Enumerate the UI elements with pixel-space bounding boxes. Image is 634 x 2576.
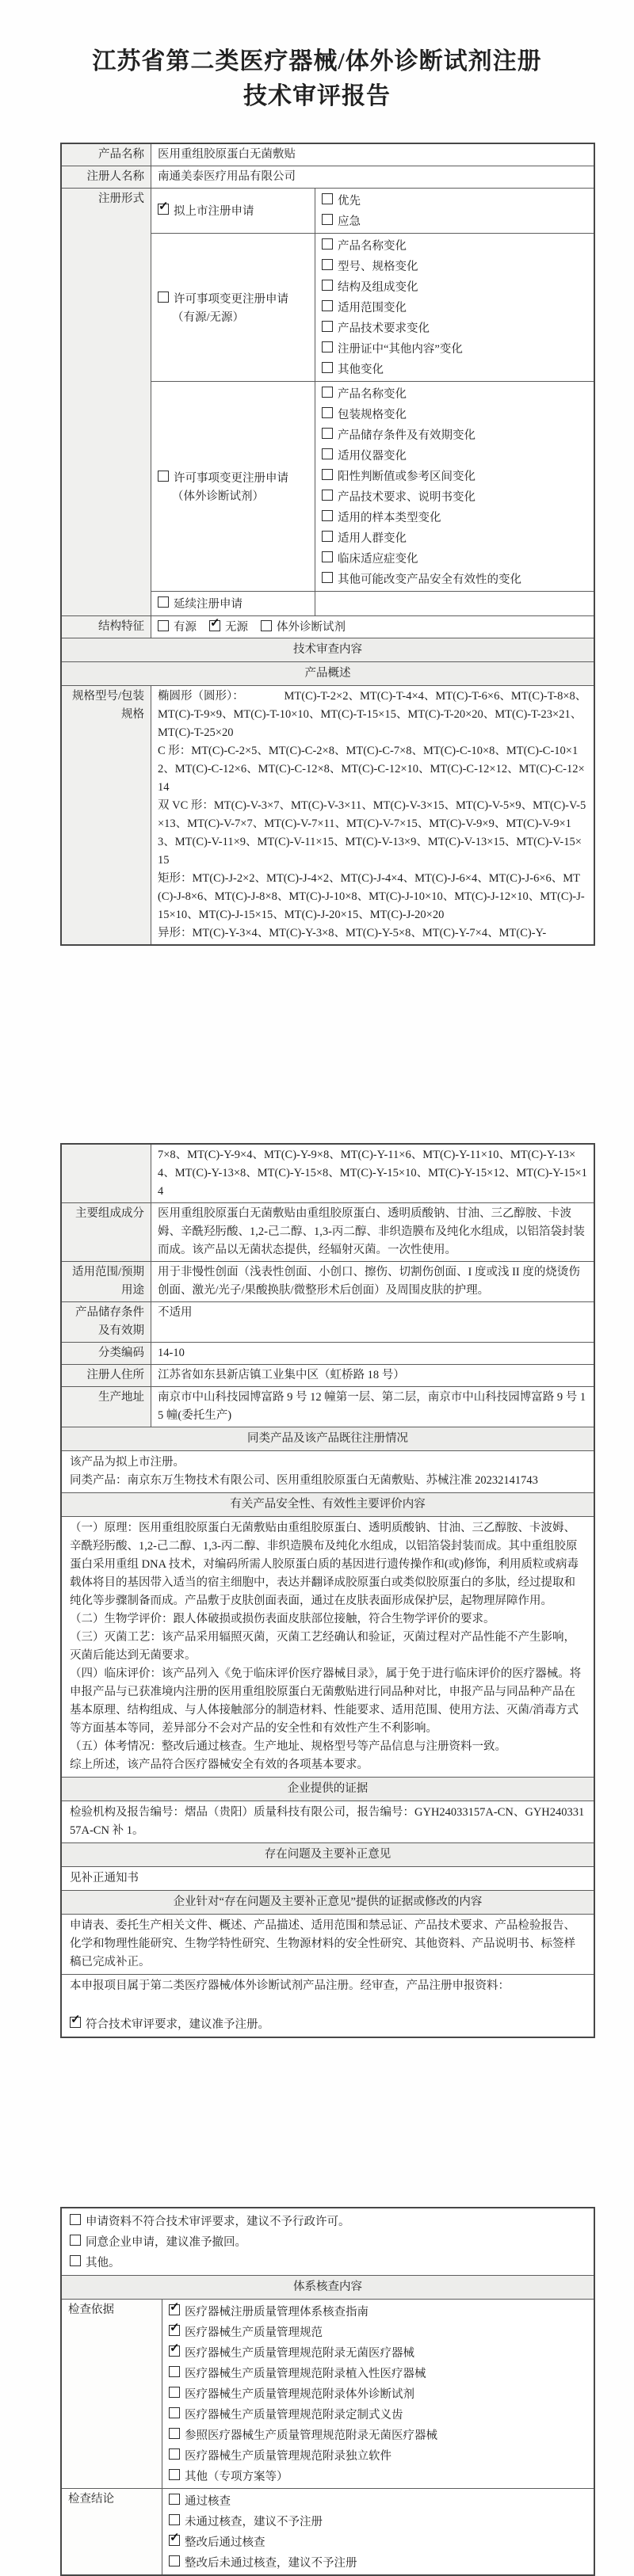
checkbox-unchecked[interactable] xyxy=(158,620,169,631)
paragraph-cell xyxy=(62,1801,594,1842)
checkbox-unchecked[interactable] xyxy=(322,280,333,291)
text-line: 不适用 xyxy=(158,1306,193,1319)
row-value xyxy=(151,1302,594,1342)
checkbox-label: 临床适应症变化 xyxy=(338,553,418,566)
registration-form-options xyxy=(315,592,594,615)
table-row xyxy=(62,1974,594,2037)
checkbox-label: 拟上市注册申请 xyxy=(174,205,254,218)
product-info-table xyxy=(60,143,595,946)
section-header: 存在问题及主要补正意见 xyxy=(62,1843,594,1866)
row-label: 产品储存条件及有效期 xyxy=(62,1302,151,1342)
text-line: （四）临床评价：该产品列入《免于临床评价医疗器械目录》，属于免于进行临床评价的医疗器械。将申报产品与已获准境内注册的医用重组胶原蛋白无菌敷贴进行同品种对比，申报产品与同品种产品在基本原理、结构组成、与人体接触部分的制造材料、性能要求、适用范围、使用方法、灭菌/消毒方式等方面基本等同，差异部分不会对产品的安全性和有效性产生不利影响。 xyxy=(70,1667,582,1735)
registration-form-type xyxy=(151,234,315,381)
checkbox-checked[interactable] xyxy=(209,620,220,631)
checkbox-unchecked[interactable] xyxy=(322,321,333,332)
checkbox-unchecked[interactable] xyxy=(322,387,333,398)
checkbox-label: 产品技术要求、说明书变化 xyxy=(338,491,476,504)
checkbox-option xyxy=(322,190,587,211)
checkbox-option xyxy=(70,2014,586,2034)
checkbox-label: 其他可能改变产品安全有效性的变化 xyxy=(338,574,521,586)
report-title-line1: 江苏省第二类医疗器械/体外诊断试剂注册 xyxy=(92,48,542,74)
row-label: 检查结论 xyxy=(62,2489,162,2574)
table-row xyxy=(62,1842,594,1866)
registration-form-subtype: （有源/无源） xyxy=(172,311,245,324)
registration-form-options xyxy=(315,382,594,591)
checkbox-label: 未通过核查，建议不予注册 xyxy=(185,2516,323,2528)
checkbox-unchecked[interactable] xyxy=(169,2366,180,2377)
paragraph-cell xyxy=(62,1867,594,1890)
text-line: 南通美泰医疗用品有限公司 xyxy=(158,170,296,183)
table-row xyxy=(62,144,594,166)
checkbox-unchecked[interactable] xyxy=(322,490,333,501)
checkbox-option xyxy=(322,256,587,276)
text-line xyxy=(70,1995,586,2014)
checkbox-option xyxy=(169,2342,587,2363)
text-line: （三）灭菌工艺：该产品采用辐照灭菌，灭菌工艺经确认和验证，灭菌过程对产品性能不产生影响，灭菌后能达到无菌要求。 xyxy=(70,1631,575,1662)
checkbox-checked[interactable] xyxy=(169,2535,180,2546)
row-label: 检查依据 xyxy=(62,2300,162,2488)
checkbox-label: 医疗器械生产质量管理规范附录体外诊断试剂 xyxy=(185,2388,414,2401)
checkbox-unchecked[interactable] xyxy=(322,214,333,225)
row-value xyxy=(151,144,594,166)
checkbox-checked[interactable] xyxy=(169,2345,180,2357)
checkbox-unchecked[interactable] xyxy=(322,238,333,250)
paragraph-cell xyxy=(62,1451,594,1492)
table-row xyxy=(62,1866,594,1890)
row-value xyxy=(151,1365,594,1386)
checkbox-label: 参照医疗器械生产质量管理规范附录无菌医疗器械 xyxy=(185,2429,437,2442)
row-value xyxy=(151,1262,594,1301)
checkbox-option xyxy=(158,621,197,634)
checkbox-option xyxy=(322,569,587,589)
table-row xyxy=(62,1261,594,1301)
checkbox-option xyxy=(322,445,587,466)
checkbox-option xyxy=(169,2425,587,2445)
table-row xyxy=(62,1914,594,1974)
row-label: 注册人名称 xyxy=(62,166,151,188)
checkbox-label: 产品技术要求变化 xyxy=(338,322,430,335)
checkbox-option xyxy=(70,2252,586,2273)
checkbox-label: 其他（专项方案等） xyxy=(185,2471,288,2483)
checkbox-checked[interactable] xyxy=(70,2017,81,2028)
checkbox-label: 医疗器械注册质量管理体系核查指南 xyxy=(185,2306,369,2319)
checkbox-label: 申请资料不符合技术审评要求，建议不予行政许可。 xyxy=(86,2216,350,2228)
checkbox-label: 阳性判断值或参考区间变化 xyxy=(338,471,476,483)
checkbox-label: 符合技术审评要求，建议准予注册。 xyxy=(86,2018,269,2031)
checkbox-option xyxy=(322,235,587,256)
table-row xyxy=(62,2299,594,2488)
checkbox-label: 适用仪器变化 xyxy=(338,450,407,463)
row-label: 分类编码 xyxy=(62,1343,151,1364)
checkbox-unchecked[interactable] xyxy=(322,259,333,270)
checkbox-unchecked[interactable] xyxy=(158,596,169,608)
section-header: 体系核查内容 xyxy=(62,2276,594,2299)
section-header: 技术审查内容 xyxy=(62,638,594,661)
registration-form-type xyxy=(151,592,315,615)
text-line: 综上所述，该产品符合医疗器械安全有效的各项基本要求。 xyxy=(70,1759,369,1771)
section-header: 产品概述 xyxy=(62,662,594,685)
table-row xyxy=(62,685,594,944)
checkbox-label: 包装规格变化 xyxy=(338,409,407,421)
checkbox-unchecked[interactable] xyxy=(169,2407,180,2418)
text-line: 江苏省如东县新店镇工业集中区（虹桥路 18 号） xyxy=(158,1369,405,1381)
checkbox-option xyxy=(169,2384,587,2404)
text-line: 见补正通知书 xyxy=(70,1872,139,1884)
review-content-table xyxy=(60,1143,595,2038)
row-value xyxy=(151,1343,594,1364)
text-line: 7×8、MT(C)-Y-9×4、MT(C)-Y-9×8、MT(C)-Y-11×6、MT(C)-Y-11×10、MT(C)-Y-13×4、MT(C)-Y-13×8、MT(C)-Y-15×8、MT(C)-Y-15×10、MT(C)-Y-15×12、MT(C)-Y-15×14 xyxy=(158,1149,587,1198)
paragraph-cell xyxy=(62,1517,594,1777)
checkbox-label: 许可事项变更注册申请 xyxy=(174,471,288,485)
checkbox-option xyxy=(169,2466,587,2486)
checkbox-label: 通过核查 xyxy=(185,2495,231,2508)
registration-form-group xyxy=(151,233,594,381)
row-value xyxy=(162,2489,594,2574)
checkbox-label: 适用范围变化 xyxy=(338,302,407,314)
checkbox-label: 产品储存条件及有效期变化 xyxy=(338,429,476,442)
checkbox-option xyxy=(322,359,587,379)
checkbox-option xyxy=(322,404,587,425)
registration-form-subtype: （体外诊断试剂） xyxy=(172,490,264,503)
text-line: 申请表、委托生产相关文件、概述、产品描述、适用范围和禁忌证、产品技术要求、产品检验报告、化学和物理性能研究、生物学特性研究、生物源材料的安全性研究、其他资料、产品说明书、标签样稿已完成补正。 xyxy=(70,1919,575,1968)
system-check-table xyxy=(60,2207,595,2576)
table-row xyxy=(62,1301,594,1342)
checkbox-label: 型号、规格变化 xyxy=(338,261,418,273)
text-line: 矩形：MT(C)-J-2×2、MT(C)-J-4×2、MT(C)-J-4×4、MT(C)-J-6×4、MT(C)-J-6×6、MT(C)-J-8×6、MT(C)-J-8×8、MT(C)-J-10×8、MT(C)-J-10×10、MT(C)-J-12×10、MT(C)-J-15×10、MT(C)-J-15×15、MT(C)-J-20×15、MT(C)-J-20×20 xyxy=(158,872,585,921)
checkbox-option xyxy=(169,2301,587,2322)
row-label: 结构特征 xyxy=(62,616,151,638)
checkbox-option xyxy=(322,338,587,359)
checkbox-option xyxy=(322,318,587,338)
text-line: （二）生物学评价：跟人体破损或损伤表面皮肤部位接触，符合生物学评价的要求。 xyxy=(70,1613,495,1625)
text-line: 14-10 xyxy=(158,1347,185,1359)
paragraph-cell xyxy=(62,1975,594,2037)
checkbox-option xyxy=(158,288,308,309)
checkbox-label: 无源 xyxy=(225,621,248,634)
table-row xyxy=(62,1801,594,1842)
table-row xyxy=(62,1145,594,1202)
checkbox-label: 产品名称变化 xyxy=(338,388,407,401)
row-label xyxy=(62,1145,151,1202)
row-value xyxy=(151,166,594,188)
checkbox-unchecked[interactable] xyxy=(261,620,272,631)
row-label: 注册人住所 xyxy=(62,1365,151,1386)
checkbox-option xyxy=(70,2231,586,2252)
registration-form-group xyxy=(151,591,594,615)
checkbox-label: 医疗器械生产质量管理规范附录独立软件 xyxy=(185,2450,391,2463)
text-line: 用于非慢性创面（浅表性创面、小创口、擦伤、切割伤创面、I 度或浅 II 度的烧烫伤创面、激光/光子/果酸换肤/微整形术后创面）及周围皮肤的护理。 xyxy=(158,1266,580,1297)
checkbox-unchecked[interactable] xyxy=(169,2469,180,2480)
checkbox-option xyxy=(169,2322,587,2342)
checkbox-label: 许可事项变更注册申请 xyxy=(174,292,288,306)
checkbox-unchecked[interactable] xyxy=(322,341,333,352)
checkbox-unchecked[interactable] xyxy=(70,2255,81,2266)
checkbox-unchecked[interactable] xyxy=(322,300,333,311)
checkbox-option xyxy=(322,297,587,318)
row-label: 生产地址 xyxy=(62,1387,151,1427)
table-row xyxy=(62,1427,594,1450)
checkbox-option xyxy=(169,2445,587,2466)
registration-form-options xyxy=(315,189,594,233)
checkbox-option xyxy=(322,276,587,297)
checkbox-unchecked[interactable] xyxy=(158,292,169,303)
row-label: 规格型号/包装规格 xyxy=(62,686,151,944)
checkbox-option xyxy=(169,2490,587,2511)
row-value xyxy=(151,1203,594,1261)
checkbox-label: 适用人群变化 xyxy=(338,532,407,545)
checkbox-unchecked[interactable] xyxy=(169,2514,180,2525)
row-value xyxy=(151,616,594,638)
table-row xyxy=(62,1516,594,1777)
section-header: 企业提供的证据 xyxy=(62,1778,594,1801)
table-row xyxy=(62,2208,594,2275)
row-value xyxy=(151,1387,594,1427)
checkbox-unchecked[interactable] xyxy=(169,2494,180,2505)
checkbox-unchecked[interactable] xyxy=(322,551,333,562)
row-value xyxy=(151,1145,594,1202)
checkbox-option xyxy=(158,467,308,488)
checkbox-label: 产品名称变化 xyxy=(338,240,407,253)
checkbox-label: 医疗器械生产质量管理规范附录定制式义齿 xyxy=(185,2409,403,2422)
checkbox-option xyxy=(322,383,587,404)
checkbox-unchecked[interactable] xyxy=(322,428,333,439)
checkbox-unchecked[interactable] xyxy=(322,469,333,480)
table-row xyxy=(62,2275,594,2299)
checkbox-label: 整改后通过核查 xyxy=(185,2536,265,2549)
checkbox-option xyxy=(209,621,248,634)
table-row xyxy=(62,1342,594,1364)
text-line: 医用重组胶原蛋白无菌敷贴 xyxy=(158,148,296,161)
checkbox-option xyxy=(169,2532,587,2552)
checkbox-checked[interactable] xyxy=(169,2304,180,2315)
table-row xyxy=(62,1777,594,1801)
checkbox-option xyxy=(261,621,346,634)
checkbox-option xyxy=(322,466,587,486)
checkbox-label: 医疗器械生产质量管理规范附录无菌医疗器械 xyxy=(185,2347,414,2360)
text-line: 同类产品：南京东万生物技术有限公司、医用重组胶原蛋白无菌敷贴、苏械注准 20232141743 xyxy=(70,1474,538,1487)
paragraph-cell xyxy=(62,1915,594,1974)
checkbox-label: 注册证中“其他内容”变化 xyxy=(338,343,463,356)
text-line: 南京市中山科技园博富路 9 号 12 幢第一层、第二层，南京市中山科技园博富路 9 号 15 幢(委托生产) xyxy=(158,1391,586,1422)
section-header: 有关产品安全性、有效性主要评价内容 xyxy=(62,1493,594,1516)
registration-form-group xyxy=(151,189,594,233)
text-line: 双 VC 形：MT(C)-V-3×7、MT(C)-V-3×11、MT(C)-V-3×15、MT(C)-V-5×9、MT(C)-V-5×13、MT(C)-V-7×7、MT(C)-V-7×11、MT(C)-V-7×15、MT(C)-V-9×9、MT(C)-V-9×13、MT(C)-V-11×9、MT(C)-V-11×15、MT(C)-V-13×9、MT(C)-V-13×15、MT(C)-V-15×15 xyxy=(158,799,586,867)
checkbox-option xyxy=(322,548,587,569)
checkbox-unchecked[interactable] xyxy=(322,572,333,583)
table-row xyxy=(62,1202,594,1261)
checkbox-label: 适用的样本类型变化 xyxy=(338,512,441,524)
checkbox-label: 其他。 xyxy=(86,2257,120,2269)
registration-form-type xyxy=(151,382,315,591)
text-line: （一）原理：医用重组胶原蛋白无菌敷贴由重组胶原蛋白、透明质酸钠、甘油、三乙醇胺、卡波姆、辛酰羟肟酸、1,2-己二醇、1,3-丙二醇、非织造膜布及纯化水组成，以铝箔袋封装而成。其中重组胶原蛋白采用重组 DNA 技术，对编码所需人胶原蛋白质的基因进行遗传操作和(或)修饰，利用质粒或病毒载体将目的基因带入适当的宿主细胞中，表达并翻译成胶原蛋白或类似胶原蛋白的多肽，经过提取和纯化等步骤制备而成。产品敷于皮肤创面表面，通过在皮肤表面形成保护层，起物理屏障作用。 xyxy=(70,1522,579,1607)
text-line: （五）体考情况：整改后通过核查。生产地址、规格型号等产品信息与注册资料一致。 xyxy=(70,1740,506,1753)
checkbox-unchecked[interactable] xyxy=(158,471,169,482)
paragraph-cell xyxy=(62,2208,594,2275)
text-line: 医用重组胶原蛋白无菌敷贴由重组胶原蛋白、透明质酸钠、甘油、三乙醇胺、卡波姆、辛酰羟肟酸、1,2-己二醇、1,3-丙二醇、非织造膜布及纯化水组成，以铝箔袋封装而成。该产品以无菌状态提供，经辐射灭菌。一次性使用。 xyxy=(158,1207,585,1256)
checkbox-unchecked[interactable] xyxy=(322,531,333,542)
row-value xyxy=(162,2300,594,2488)
checkbox-label: 体外诊断试剂 xyxy=(277,621,346,634)
checkbox-unchecked[interactable] xyxy=(322,448,333,459)
checkbox-option xyxy=(322,486,587,507)
table-row xyxy=(62,188,594,615)
checkbox-label: 应急 xyxy=(338,215,361,228)
table-row xyxy=(62,166,594,188)
row-label: 主要组成成分 xyxy=(62,1203,151,1261)
checkbox-label: 医疗器械生产质量管理规范附录植入性医疗器械 xyxy=(185,2368,426,2380)
table-row xyxy=(62,1450,594,1492)
checkbox-unchecked[interactable] xyxy=(322,193,333,204)
checkbox-checked[interactable] xyxy=(158,204,169,215)
checkbox-unchecked[interactable] xyxy=(169,2448,180,2460)
report-title xyxy=(0,44,634,114)
checkbox-unchecked[interactable] xyxy=(169,2428,180,2439)
checkbox-option xyxy=(169,2552,587,2573)
text-line: 本申报项目属于第二类医疗器械/体外诊断试剂产品注册。经审查，产品注册申报资料： xyxy=(70,1980,510,1992)
checkbox-label: 其他变化 xyxy=(338,364,384,376)
text-line: 异形：MT(C)-Y-3×4、MT(C)-Y-3×8、MT(C)-Y-5×8、MT(C)-Y-7×4、MT(C)-Y- xyxy=(158,927,547,939)
checkbox-option xyxy=(322,425,587,445)
checkbox-unchecked[interactable] xyxy=(322,407,333,418)
row-value xyxy=(151,686,594,944)
table-row xyxy=(62,1364,594,1386)
checkbox-option xyxy=(322,211,587,231)
report-title-line2: 技术审评报告 xyxy=(243,83,391,109)
checkbox-option xyxy=(322,507,587,528)
text-line: 该产品为拟上市注册。 xyxy=(70,1456,185,1469)
checkbox-option xyxy=(322,528,587,548)
checkbox-label: 有源 xyxy=(174,621,197,634)
table-row xyxy=(62,1386,594,1427)
section-header: 企业针对“存在问题及主要补正意见”提供的证据或修改的内容 xyxy=(62,1891,594,1914)
row-label: 注册形式 xyxy=(62,189,151,615)
checkbox-unchecked[interactable] xyxy=(169,2555,180,2566)
table-row xyxy=(62,1890,594,1914)
registration-form-group xyxy=(151,381,594,591)
checkbox-label: 优先 xyxy=(338,195,361,208)
checkbox-option xyxy=(158,200,308,221)
table-row xyxy=(62,661,594,685)
checkbox-label: 延续注册申请 xyxy=(174,598,243,611)
checkbox-option xyxy=(169,2363,587,2384)
registration-form-groups xyxy=(151,189,594,615)
table-row xyxy=(62,1492,594,1516)
table-row xyxy=(62,2488,594,2574)
registration-form-options xyxy=(315,234,594,381)
text-line: 检验机构及报告编号：熠品（贵阳）质量科技有限公司，报告编号：GYH24033157A-CN、GYH24033157A-CN 补 1。 xyxy=(70,1806,585,1837)
checkbox-label: 整改后未通过核查，建议不予注册 xyxy=(185,2557,357,2570)
checkbox-unchecked[interactable] xyxy=(70,2235,81,2246)
checkbox-option xyxy=(169,2511,587,2532)
section-header: 同类产品及该产品既往注册情况 xyxy=(62,1427,594,1450)
checkbox-option xyxy=(70,2211,586,2231)
checkbox-label: 同意企业申请，建议准予撤回。 xyxy=(86,2236,246,2249)
row-label: 产品名称 xyxy=(62,144,151,166)
text-line xyxy=(158,1322,587,1340)
checkbox-label: 结构及组成变化 xyxy=(338,281,418,294)
checkbox-unchecked[interactable] xyxy=(70,2214,81,2225)
checkbox-option xyxy=(169,2404,587,2425)
table-row xyxy=(62,615,594,638)
row-label: 适用范围/预期用途 xyxy=(62,1262,151,1301)
registration-form-type xyxy=(151,189,315,233)
checkbox-unchecked[interactable] xyxy=(322,362,333,373)
checkbox-unchecked[interactable] xyxy=(169,2387,180,2398)
text-line: C 形：MT(C)-C-2×5、MT(C)-C-2×8、MT(C)-C-7×8、MT(C)-C-10×8、MT(C)-C-10×12、MT(C)-C-12×6、MT(C)-C-12×8、MT(C)-C-12×10、MT(C)-C-12×12、MT(C)-C-12×14 xyxy=(158,745,585,794)
checkbox-unchecked[interactable] xyxy=(322,510,333,521)
checkbox-option xyxy=(158,593,308,614)
checkbox-checked[interactable] xyxy=(169,2325,180,2336)
table-row xyxy=(62,638,594,661)
text-line: 椭圆形（圆形）： MT(C)-T-2×2、MT(C)-T-4×4、MT(C)-T-6×6、MT(C)-T-8×8、MT(C)-T-9×9、MT(C)-T-10×10、MT(C)-T-15×15、MT(C)-T-20×20、MT(C)-T-23×21、MT(C)-T-25×20 xyxy=(158,690,587,739)
checkbox-label: 医疗器械生产质量管理规范 xyxy=(185,2326,323,2339)
